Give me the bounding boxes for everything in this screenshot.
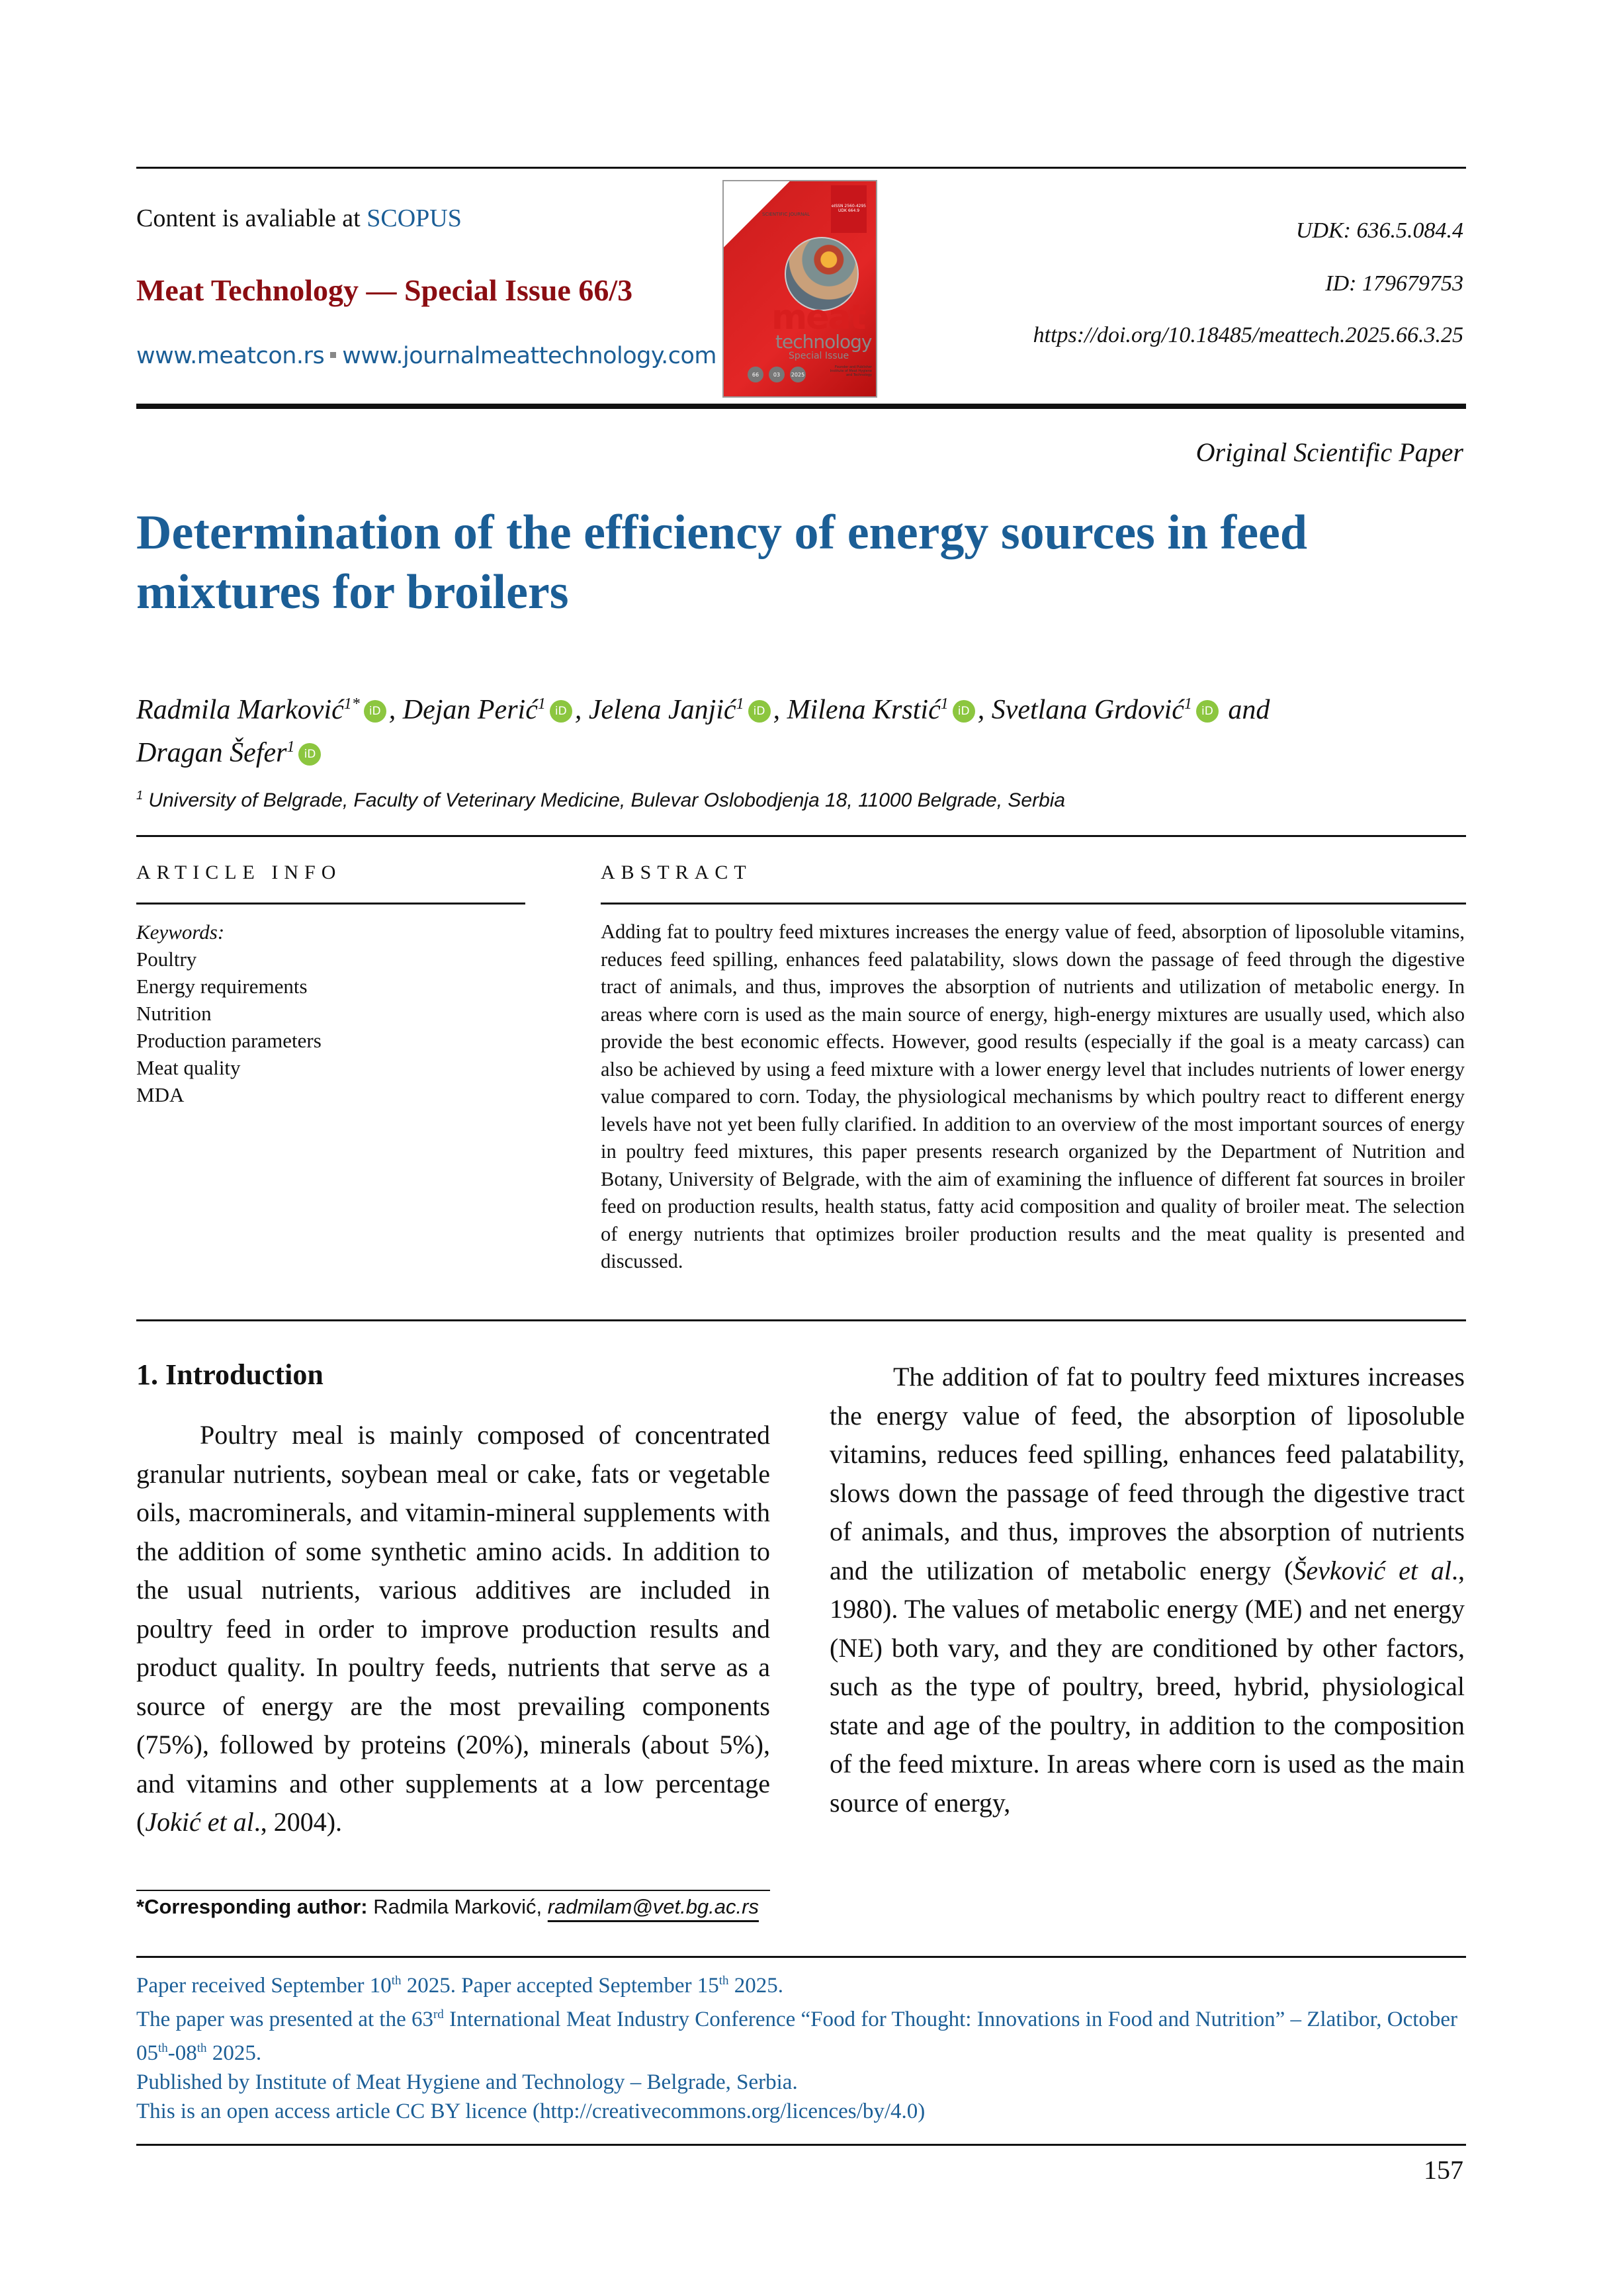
udk-code: UDK: 636.5.084.4 [1295,218,1463,243]
orcid-icon[interactable]: iD [550,700,572,723]
affiliation: $^1$ University of Belgrade, Faculty of Veterinary Medicine, Bulevar Oslobodjenja 18, 11000 Belgrade, Serbia [136,789,1066,811]
meatcon-link[interactable]: www.meatcon.rs [136,343,325,369]
publication-notes [136,1966,1466,2126]
keyword: Production parameters [136,1029,322,1052]
section-heading-introduction: 1. Introduction [136,1358,324,1391]
header-bottom-rule [136,404,1466,409]
keyword: Meat quality [136,1056,241,1079]
orcid-icon[interactable]: iD [748,700,771,723]
author: Svetlana Grdović$^1$ [991,695,1192,725]
page-number: 157 [1424,2155,1463,2185]
footer-top-rule [136,1956,1466,1958]
orcid-icon[interactable]: iD [298,743,321,766]
keywords-label: Keywords: [136,920,225,944]
author: Dragan Šefer$^1$ [136,738,295,768]
publisher-note: Published by Institute of Meat Hygiene and Technology – Belgrade, Serbia. [136,2070,798,2094]
author: Milena Krstić$^1$ [787,695,949,725]
journal-links [136,343,716,369]
journal-cover-image: SCIENTIFIC JOURNAL eISSN 2560-4295 UDK 664.9 meat technology Special Issue Founder and Publisher Institute of Meat Hygiene and Technology 66 03 2025 [722,180,877,398]
conference-note: The paper was presented at the 63rd International Meat Industry Conference “Food for Thought: Innovations in Food and Nutrition” – Zlatibor, October 05th-08th 2025. [136,2008,1458,2065]
abstract-text: Adding fat to poultry feed mixtures increases the energy value of feed, absorption of liposoluble vitamins, reduces feed spilling, enhances feed palatability, slows down the passage of feed through the digestive tract of animals, and thus, improves the absorption of nutrients and utilization of metabolic energy. In areas where corn is used as the main source of energy, high-energy mixtures are usually used, which also provide the best economic effects. However, good results (especially if the goal is a meaty carcass) can also be achieved by using a feed mixture with a lower energy level that includes nutrients of lower energy value compared to corn. Today, the physiological mechanisms by which poultry react to different energy levels have not yet been fully clarified. In addition to an overview of the most important sources of energy in poultry feed mixtures, this paper presents research organized by the Department of Nutrition and Botany, University of Belgrade, with the aim of examining the influence of different fat sources in broiler feed on production results, health status, fatty acid composition and quality of broiler meat. The selection of energy nutrients that optimizes broiler production results and the meat quality is presented and discussed. [601,920,1465,1272]
article-id: ID: 179679753 [1325,271,1463,296]
citation: Jokić et al [145,1807,254,1837]
corresponding-author: *Corresponding author: Radmila Marković, radmilam@vet.bg.ac.rs [136,1895,759,1918]
abstract-rule [601,903,1466,905]
doi-link[interactable]: https://doi.org/10.18485/meattech.2025.66.3.25 [1033,323,1463,347]
keyword: MDA [136,1083,185,1106]
abstract-bottom-rule [136,1319,1466,1321]
author: Radmila Marković$^{1*}$ [136,695,360,725]
citation: Ševković et al [1293,1555,1451,1585]
journal-website-link[interactable]: www.journalmeattechnology.com [342,343,716,369]
affiliation-rule [136,835,1466,837]
email-link[interactable]: radmilam@vet.bg.ac.rs [547,1895,759,1918]
author: Dejan Perić$^1$ [402,695,546,725]
orcid-icon[interactable]: iD [953,700,975,723]
paper-type: Original Scientific Paper [1195,437,1463,467]
keywords-list [136,918,322,1108]
author: Jelena Janjić$^1$ [588,695,744,725]
abstract-heading: ABSTRACT [601,861,752,883]
received-accepted: Paper received September 10th 2025. Paper accepted September 15th 2025. [136,1974,783,1998]
article-info-rule [136,903,525,905]
journal-title: Meat Technology — Special Issue 66/3 [136,273,633,307]
keyword: Nutrition [136,1002,212,1025]
intro-paragraph-right: The addition of fat to poultry feed mixtures increases the energy value of feed, the absorption of liposoluble vitamins, reduces feed spilling, enhances feed palatability, slows down the passage of feed through the digestive tract of animals, and thus, improves the absorption of nutrients and the utilization of metabolic energy (Ševković et al., 1980). The values of metabolic energy (ME) and net energy (NE) both vary, and they are conditioned by other factors, such as the type of poultry, breed, hybrid, physiological state and age of the poultry, in addition to the composition of the feed mixture. In areas where corn is used as the main source of energy, [830,1362,1465,1818]
header-top-rule [136,167,1466,169]
scopus-link[interactable]: SCOPUS [367,204,462,232]
content-availability: Content is avaliable at SCOPUS [136,204,462,232]
intro-paragraph-left: Poultry meal is mainly composed of concentrated granular nutrients, soybean meal or cake, fats or vegetable oils, macrominerals, and vitamin-mineral supplements with the addition of some synthetic amino acids. In addition to the usual nutrients, various additives are included in poultry feed in order to improve production results and product quality. In poultry feeds, nutrients that serve as a source of energy are the most prevailing components (75%), followed by proteins (20%), minerals (about 5%), and vitamins and other supplements at a low percentage (Jokić et al., 2004). [136,1420,770,1837]
orcid-icon[interactable]: iD [364,700,386,723]
footer-bottom-rule [136,2144,1466,2146]
separator-square-icon [330,352,336,358]
author-list: Radmila Marković$^{1*}$ iD , Dejan Perić$^1$ iD , Jelena Janjić$^1$ iD , Milena Krstić$^1$ iD , Svetlana Grdović$^1$ iD and Dragan Šefer$^1$ iD [136,695,1270,768]
footnote-rule [136,1890,770,1891]
licence-note[interactable]: This is an open access article CC BY licence (http://creativecommons.org/licences/by/4.0) [136,2099,926,2123]
keyword: Energy requirements [136,975,308,998]
paper-title: Determination of the efficiency of energy sources in feed mixtures for broilers [136,506,1308,619]
keyword: Poultry [136,948,197,971]
orcid-icon[interactable]: iD [1196,700,1219,723]
article-info-heading: ARTICLE INFO [136,861,342,883]
